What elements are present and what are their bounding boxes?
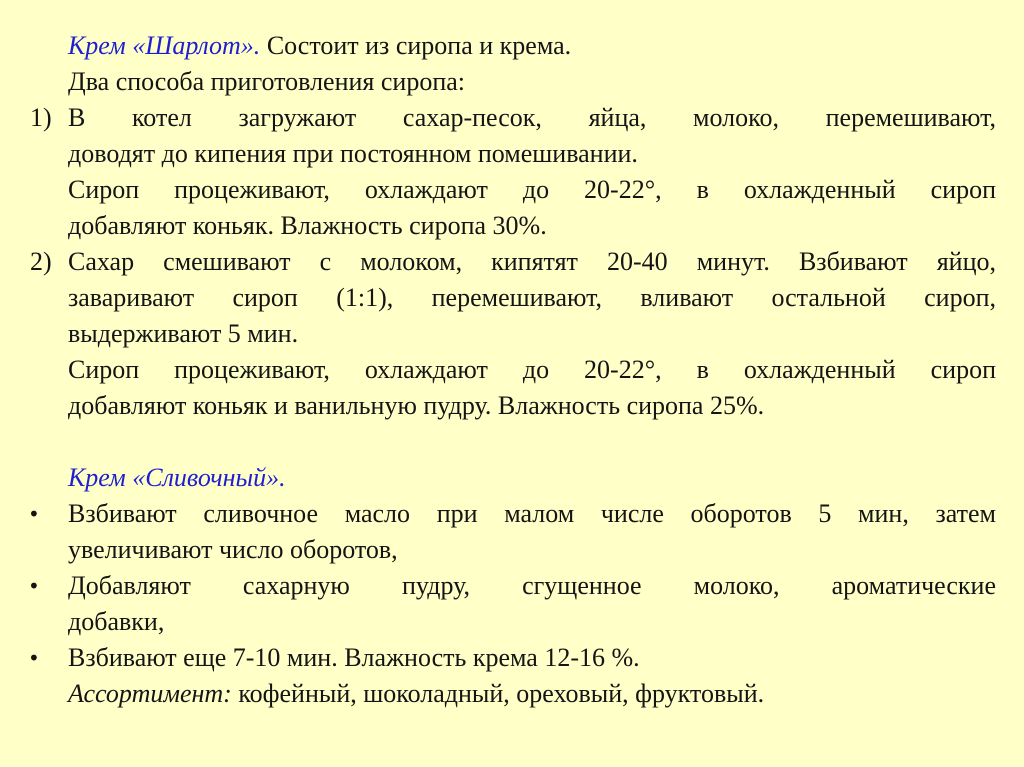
method1-number: 1)	[30, 103, 52, 132]
bullet-2-marker: •	[28, 574, 40, 598]
method2-line5	[0, 388, 1024, 424]
bullet2-text-line1: Добавляют сахарную пудру, сгущенное молоко, ароматические	[68, 571, 996, 600]
method1-line3	[0, 172, 1024, 208]
method2-line3	[0, 316, 1024, 352]
bullet2-line1	[0, 568, 1024, 604]
method1-text-line1: В котел загружают сахар-песок, яйца, молоко, перемешивают,	[68, 103, 996, 132]
method1-text-line3: Сироп процеживают, охлаждают до 20-22°, в охлажденный сироп	[68, 175, 996, 204]
method1-line2	[0, 136, 1024, 172]
method2-line2	[0, 280, 1024, 316]
sharlot-title-line	[0, 28, 1024, 64]
assortment-line	[0, 676, 1024, 712]
method1-line1	[0, 100, 1024, 136]
bullet2-text-line2: добавки,	[68, 607, 165, 636]
assortment-label: Ассортимент:	[68, 679, 232, 708]
bullet1-line2	[0, 532, 1024, 568]
slide-content	[0, 28, 1024, 712]
method2-line4	[0, 352, 1024, 388]
bullet1-text-line2: увеличивают число оборотов,	[68, 535, 398, 564]
assortment-text: кофейный, шоколадный, ореховый, фруктовый.	[231, 679, 765, 708]
method2-text-line5: добавляют коньяк и ванильную пудру. Влажность сиропа 25%.	[68, 391, 765, 420]
method1-line4	[0, 208, 1024, 244]
bullet3-line1	[0, 640, 1024, 676]
method-intro-line	[0, 64, 1024, 100]
method2-text-line3: выдерживают 5 мин.	[68, 319, 299, 348]
bullet3-text: Взбивают еще 7-10 мин. Влажность крема 12-16 %.	[68, 643, 640, 672]
bullet2-line2	[0, 604, 1024, 640]
slivochny-heading: Крем «Сливочный».	[68, 463, 286, 492]
method2-text-line4: Сироп процеживают, охлаждают до 20-22°, в охлажденный сироп	[68, 355, 996, 384]
bullet1-text-line1: Взбивают сливочное масло при малом числе оборотов 5 мин, затем	[68, 499, 996, 528]
method2-text-line1: Сахар смешивают с молоком, кипятят 20-40 минут. Взбивают яйцо,	[68, 247, 996, 276]
bullet1-line1	[0, 496, 1024, 532]
method1-text-line2: доводят до кипения при постоянном помешивании.	[68, 139, 638, 168]
method2-line1	[0, 244, 1024, 280]
bullet-1-marker: •	[28, 502, 40, 526]
sharlot-heading: Крем «Шарлот».	[68, 31, 261, 60]
bullet-3-marker: •	[28, 646, 40, 670]
method-intro: Два способа приготовления сиропа:	[68, 67, 466, 96]
sharlot-intro: Состоит из сиропа и крема.	[260, 31, 572, 60]
method2-number: 2)	[30, 247, 52, 276]
section-spacer	[0, 424, 1024, 460]
slivochny-title-line	[0, 460, 1024, 496]
method2-text-line2: заваривают сироп (1:1), перемешивают, вливают остальной сироп,	[68, 283, 996, 312]
method1-text-line4: добавляют коньяк. Влажность сиропа 30%.	[68, 211, 547, 240]
